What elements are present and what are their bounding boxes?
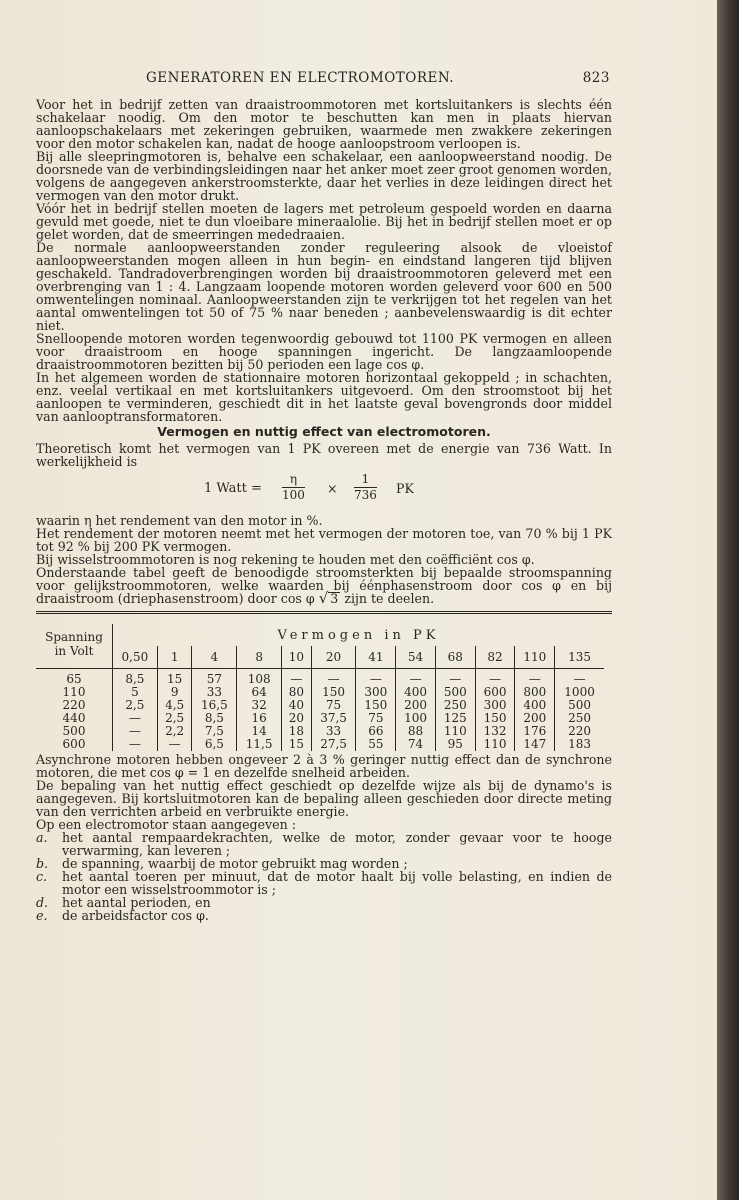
header-title: GENERATOREN EN ELECTROMOTOREN. — [146, 70, 455, 86]
current-cell: 500 — [435, 686, 475, 699]
current-cell: 600 — [475, 686, 515, 699]
sqrt-three: 3 — [330, 591, 339, 606]
paragraph-14: Op een electromotor staan aangegeven : — [36, 817, 296, 832]
current-cell: 400 — [396, 686, 436, 699]
paragraph-2: Bij alle sleepringmotoren is, behalve een schakelaar, een aanloopweerstand noodig. De doorsnede van de verbindingsleidingen naar het anker moet zeer groot genomen worden, volgens de aangegeven ankerstroomsterkte, daar het verlies in deze leidingen direct het vermogen van den motor drukt. — [36, 149, 612, 203]
formula-times: × — [327, 481, 338, 496]
list-item — [36, 870, 612, 896]
current-cell: 75 — [311, 699, 356, 712]
pk-column-header: 1 — [157, 646, 192, 669]
current-cell: 183 — [555, 738, 604, 751]
current-cell: 176 — [515, 725, 555, 738]
paragraph-3: Vóór het in bedrijf stellen moeten de lagers met petroleum gespoeld worden en daarna gevuld met goede, niet te dun vloeibare mineraalolie. Bij het in bedrijf stellen moet er op gelet worden, dat de smeerringen mededraaien. — [36, 201, 612, 242]
formula-unit: PK — [396, 481, 414, 496]
current-cell: — — [157, 738, 192, 751]
current-cell: 125 — [435, 712, 475, 725]
fraction-2-numerator: 1 — [354, 472, 377, 488]
paragraph-4: De normale aanloopweerstanden zonder reguleering alsook de vloeistof aanloopweerstanden mogen alleen in hun begin- en eindstand langeren tijd blijven geschakeld. Tandradoverbrengingen worden bij draaistroommotoren geleverd met een overbrenging van 1 : 4. Langzaam loopende motoren worden geleverd voor 600 en 500 omwentelingen nominaal. Aanloopweerstanden zijn te verkrijgen tot het regelen van het aantal omwentelingen tot 50 of 75 % naar beneden ; aanbevelenswaardig is dit echter niet. — [36, 240, 612, 333]
pk-column-header: 20 — [311, 646, 356, 669]
fraction-2-denominator: 736 — [354, 488, 377, 502]
current-cell: 250 — [435, 699, 475, 712]
current-cell: 300 — [475, 699, 515, 712]
current-cell: 14 — [237, 725, 282, 738]
paragraph-11-end: zijn te deelen. — [344, 591, 435, 606]
current-cell: 500 — [555, 699, 604, 712]
current-cell: 32 — [237, 699, 282, 712]
running-header — [146, 70, 610, 90]
current-cell: 2,5 — [113, 699, 158, 712]
current-cell: 33 — [311, 725, 356, 738]
paragraph-8: waarin η het rendement van den motor in %. — [36, 513, 323, 528]
paragraph-11-text: Onderstaande tabel geeft de benoodigde stroomsterkten bij bepaalde stroomspanning voor gelijkstroommotoren, welke waarden bij éénphasenstroom door cos φ en bij draaistroom (driephasenstroom) door cos φ — [36, 565, 612, 606]
pk-column-header: 82 — [475, 646, 515, 669]
current-cell: 8,5 — [192, 712, 237, 725]
current-cell: — — [356, 669, 396, 687]
table-row — [36, 686, 604, 699]
current-cell: 33 — [192, 686, 237, 699]
fraction-1-denominator: 100 — [282, 488, 305, 502]
table-row — [36, 738, 604, 751]
current-cell: 9 — [157, 686, 192, 699]
list-item-text: de spanning, waarbij de motor gebruikt mag worden ; — [62, 856, 408, 871]
current-cell: 88 — [396, 725, 436, 738]
current-cell: 2,5 — [157, 712, 192, 725]
current-cell: 150 — [356, 699, 396, 712]
current-cell: 800 — [515, 686, 555, 699]
current-cell: — — [435, 669, 475, 687]
current-cell: 27,5 — [311, 738, 356, 751]
current-cell: 16,5 — [192, 699, 237, 712]
current-cell: 74 — [396, 738, 436, 751]
current-cell: 150 — [311, 686, 356, 699]
current-cell: 55 — [356, 738, 396, 751]
current-cell: 200 — [515, 712, 555, 725]
formula-fraction-2 — [354, 472, 377, 503]
current-cell: 8,5 — [113, 669, 158, 687]
current-cell: — — [555, 669, 604, 687]
paragraph-11: Onderstaande tabel geeft de benoodigde stroomsterkten bij bepaalde stroomspanning voor gelijkstroommotoren, welke waarden bij éénphasenstroom door cos φ en bij draaistroom (driephasenstroom) door cos φ √ 3 zijn te deelen. — [36, 565, 612, 607]
table-row — [36, 712, 604, 725]
table-row — [36, 669, 604, 687]
pk-column-header: 41 — [356, 646, 396, 669]
current-table — [36, 624, 604, 751]
volt-cell: 65 — [66, 672, 82, 686]
current-cell: 5 — [113, 686, 158, 699]
pk-header-row — [36, 646, 604, 669]
current-cell: 200 — [396, 699, 436, 712]
current-cell: 300 — [356, 686, 396, 699]
current-cell: 132 — [475, 725, 515, 738]
current-cell: — — [282, 669, 312, 687]
list-item-text: het aantal perioden, en — [62, 895, 211, 910]
current-cell: 95 — [435, 738, 475, 751]
current-cell: 150 — [475, 712, 515, 725]
paragraph-1: Voor het in bedrijf zetten van draaistroommotoren met kortsluitankers is slechts één schakelaar noodig. Om den motor te beschutten kan men in plaats hiervan aanloopschakelaars met zekeringen gebruiken, waarmede men zwakkere zekeringen voor den motor schakelen kan, nadat de hooge aanloopstroom verloopen is. — [36, 97, 612, 151]
current-cell: 11,5 — [237, 738, 282, 751]
current-cell: — — [113, 725, 158, 738]
list-item-label: a. — [36, 830, 48, 845]
current-cell: 80 — [282, 686, 312, 699]
current-cell: — — [396, 669, 436, 687]
current-cell: 100 — [396, 712, 436, 725]
current-cell: 4,5 — [157, 699, 192, 712]
pk-column-header: 110 — [515, 646, 555, 669]
list-item-label: b. — [36, 856, 49, 871]
current-cell: — — [311, 669, 356, 687]
pk-column-header: 10 — [282, 646, 312, 669]
pk-column-header: 135 — [555, 646, 604, 669]
current-cell: 6,5 — [192, 738, 237, 751]
fraction-1-numerator: η — [282, 472, 305, 488]
paragraph-6: In het algemeen worden de stationnaire motoren horizontaal gekoppeld ; in schachten, enz. veelal vertikaal en met kortsluitankers uitgevoerd. Om den stroomstoot bij het aanloopen te verminderen, geschiedt dit in het laatste geval bovengronds door middel van aanlooptransformatoren. — [36, 370, 612, 424]
list-item — [36, 831, 612, 857]
volt-header-line-1: Spanning — [45, 630, 103, 644]
current-cell: 18 — [282, 725, 312, 738]
list-item-label: d. — [36, 895, 49, 910]
current-cell: 400 — [515, 699, 555, 712]
watt-formula — [36, 472, 612, 512]
paragraph-7: Theoretisch komt het vermogen van 1 PK overeen met de energie van 736 Watt. In werkelijkheid is — [36, 441, 612, 469]
current-cell: 15 — [157, 669, 192, 687]
paragraph-5: Snelloopende motoren worden tegenwoordig gebouwd tot 1100 PK vermogen en alleen voor draaistroom en hooge spanningen ingericht. De langzaamloopende draaistroommotoren bezitten bij 50 perioden een lage cos φ. — [36, 331, 612, 372]
current-cell: — — [113, 738, 158, 751]
current-cell: — — [515, 669, 555, 687]
power-group-header: Vermogen in PK — [113, 624, 605, 646]
current-cell: 1000 — [555, 686, 604, 699]
spec-list — [36, 831, 612, 922]
volt-cell: 600 — [62, 737, 86, 751]
pk-column-header: 54 — [396, 646, 436, 669]
paragraph-9: Het rendement der motoren neemt met het vermogen der motoren toe, van 70 % bij 1 PK tot 92 % bij 200 PK vermogen. — [36, 526, 612, 554]
list-item-text: het aantal toeren per minuut, dat de motor haalt bij volle belasting, en indien de motor een wisselstroommotor is ; — [62, 869, 612, 897]
page-body — [36, 98, 612, 922]
current-cell: 110 — [475, 738, 515, 751]
current-cell: 147 — [515, 738, 555, 751]
volt-cell: 110 — [62, 685, 86, 699]
current-cell: 57 — [192, 669, 237, 687]
current-cell: 37,5 — [311, 712, 356, 725]
table-body — [36, 669, 604, 752]
paragraph-10: Bij wisselstroommotoren is nog rekening te houden met den coëfficiënt cos φ. — [36, 552, 535, 567]
current-cell: 75 — [356, 712, 396, 725]
current-cell: 40 — [282, 699, 312, 712]
pk-column-header: 8 — [237, 646, 282, 669]
current-cell: 2,2 — [157, 725, 192, 738]
book-edge — [717, 0, 739, 1200]
current-cell: 7,5 — [192, 725, 237, 738]
pk-column-header: 0,50 — [113, 646, 158, 669]
list-item-text: het aantal rempaardekrachten, welke de motor, zonder gevaar voor te hooge verwarming, kan leveren ; — [62, 830, 612, 858]
pk-column-header: 68 — [435, 646, 475, 669]
list-item-text: de arbeidsfactor cos φ. — [62, 908, 209, 923]
paragraph-13: De bepaling van het nuttig effect geschiedt op dezelfde wijze als bij de dynamo's is aangegeven. Bij kortsluitmotoren kan de bepaling alleen geschieden door directe meting van den verrichten arbeid en verbruikte energie. — [36, 778, 612, 819]
list-item-label: e. — [36, 908, 48, 923]
volt-column-header — [36, 624, 113, 669]
current-cell: 110 — [435, 725, 475, 738]
formula-fraction-1 — [282, 472, 305, 503]
section-heading: Vermogen en nuttig effect van electromotoren. — [157, 424, 491, 439]
current-cell: 64 — [237, 686, 282, 699]
volt-cell: 500 — [62, 724, 86, 738]
pk-column-header: 4 — [192, 646, 237, 669]
table-top-rule — [36, 611, 612, 614]
page-number: 823 — [582, 70, 610, 86]
current-cell: 220 — [555, 725, 604, 738]
current-cell: 250 — [555, 712, 604, 725]
current-cell: 15 — [282, 738, 312, 751]
current-cell: — — [113, 712, 158, 725]
volt-header-line-2: in Volt — [54, 644, 94, 658]
current-cell: 66 — [356, 725, 396, 738]
current-cell: 108 — [237, 669, 282, 687]
current-cell: 20 — [282, 712, 312, 725]
current-cell: — — [475, 669, 515, 687]
volt-cell: 440 — [62, 711, 86, 725]
paragraph-12: Asynchrone motoren hebben ongeveer 2 à 3 % geringer nuttig effect dan de synchrone motoren, die met cos φ = 1 en dezelfde snelheid arbeiden. — [36, 752, 612, 780]
list-item-label: c. — [36, 869, 48, 884]
list-item — [36, 909, 612, 922]
current-cell: 16 — [237, 712, 282, 725]
formula-lhs: 1 Watt = — [204, 481, 262, 496]
volt-cell: 220 — [62, 698, 86, 712]
